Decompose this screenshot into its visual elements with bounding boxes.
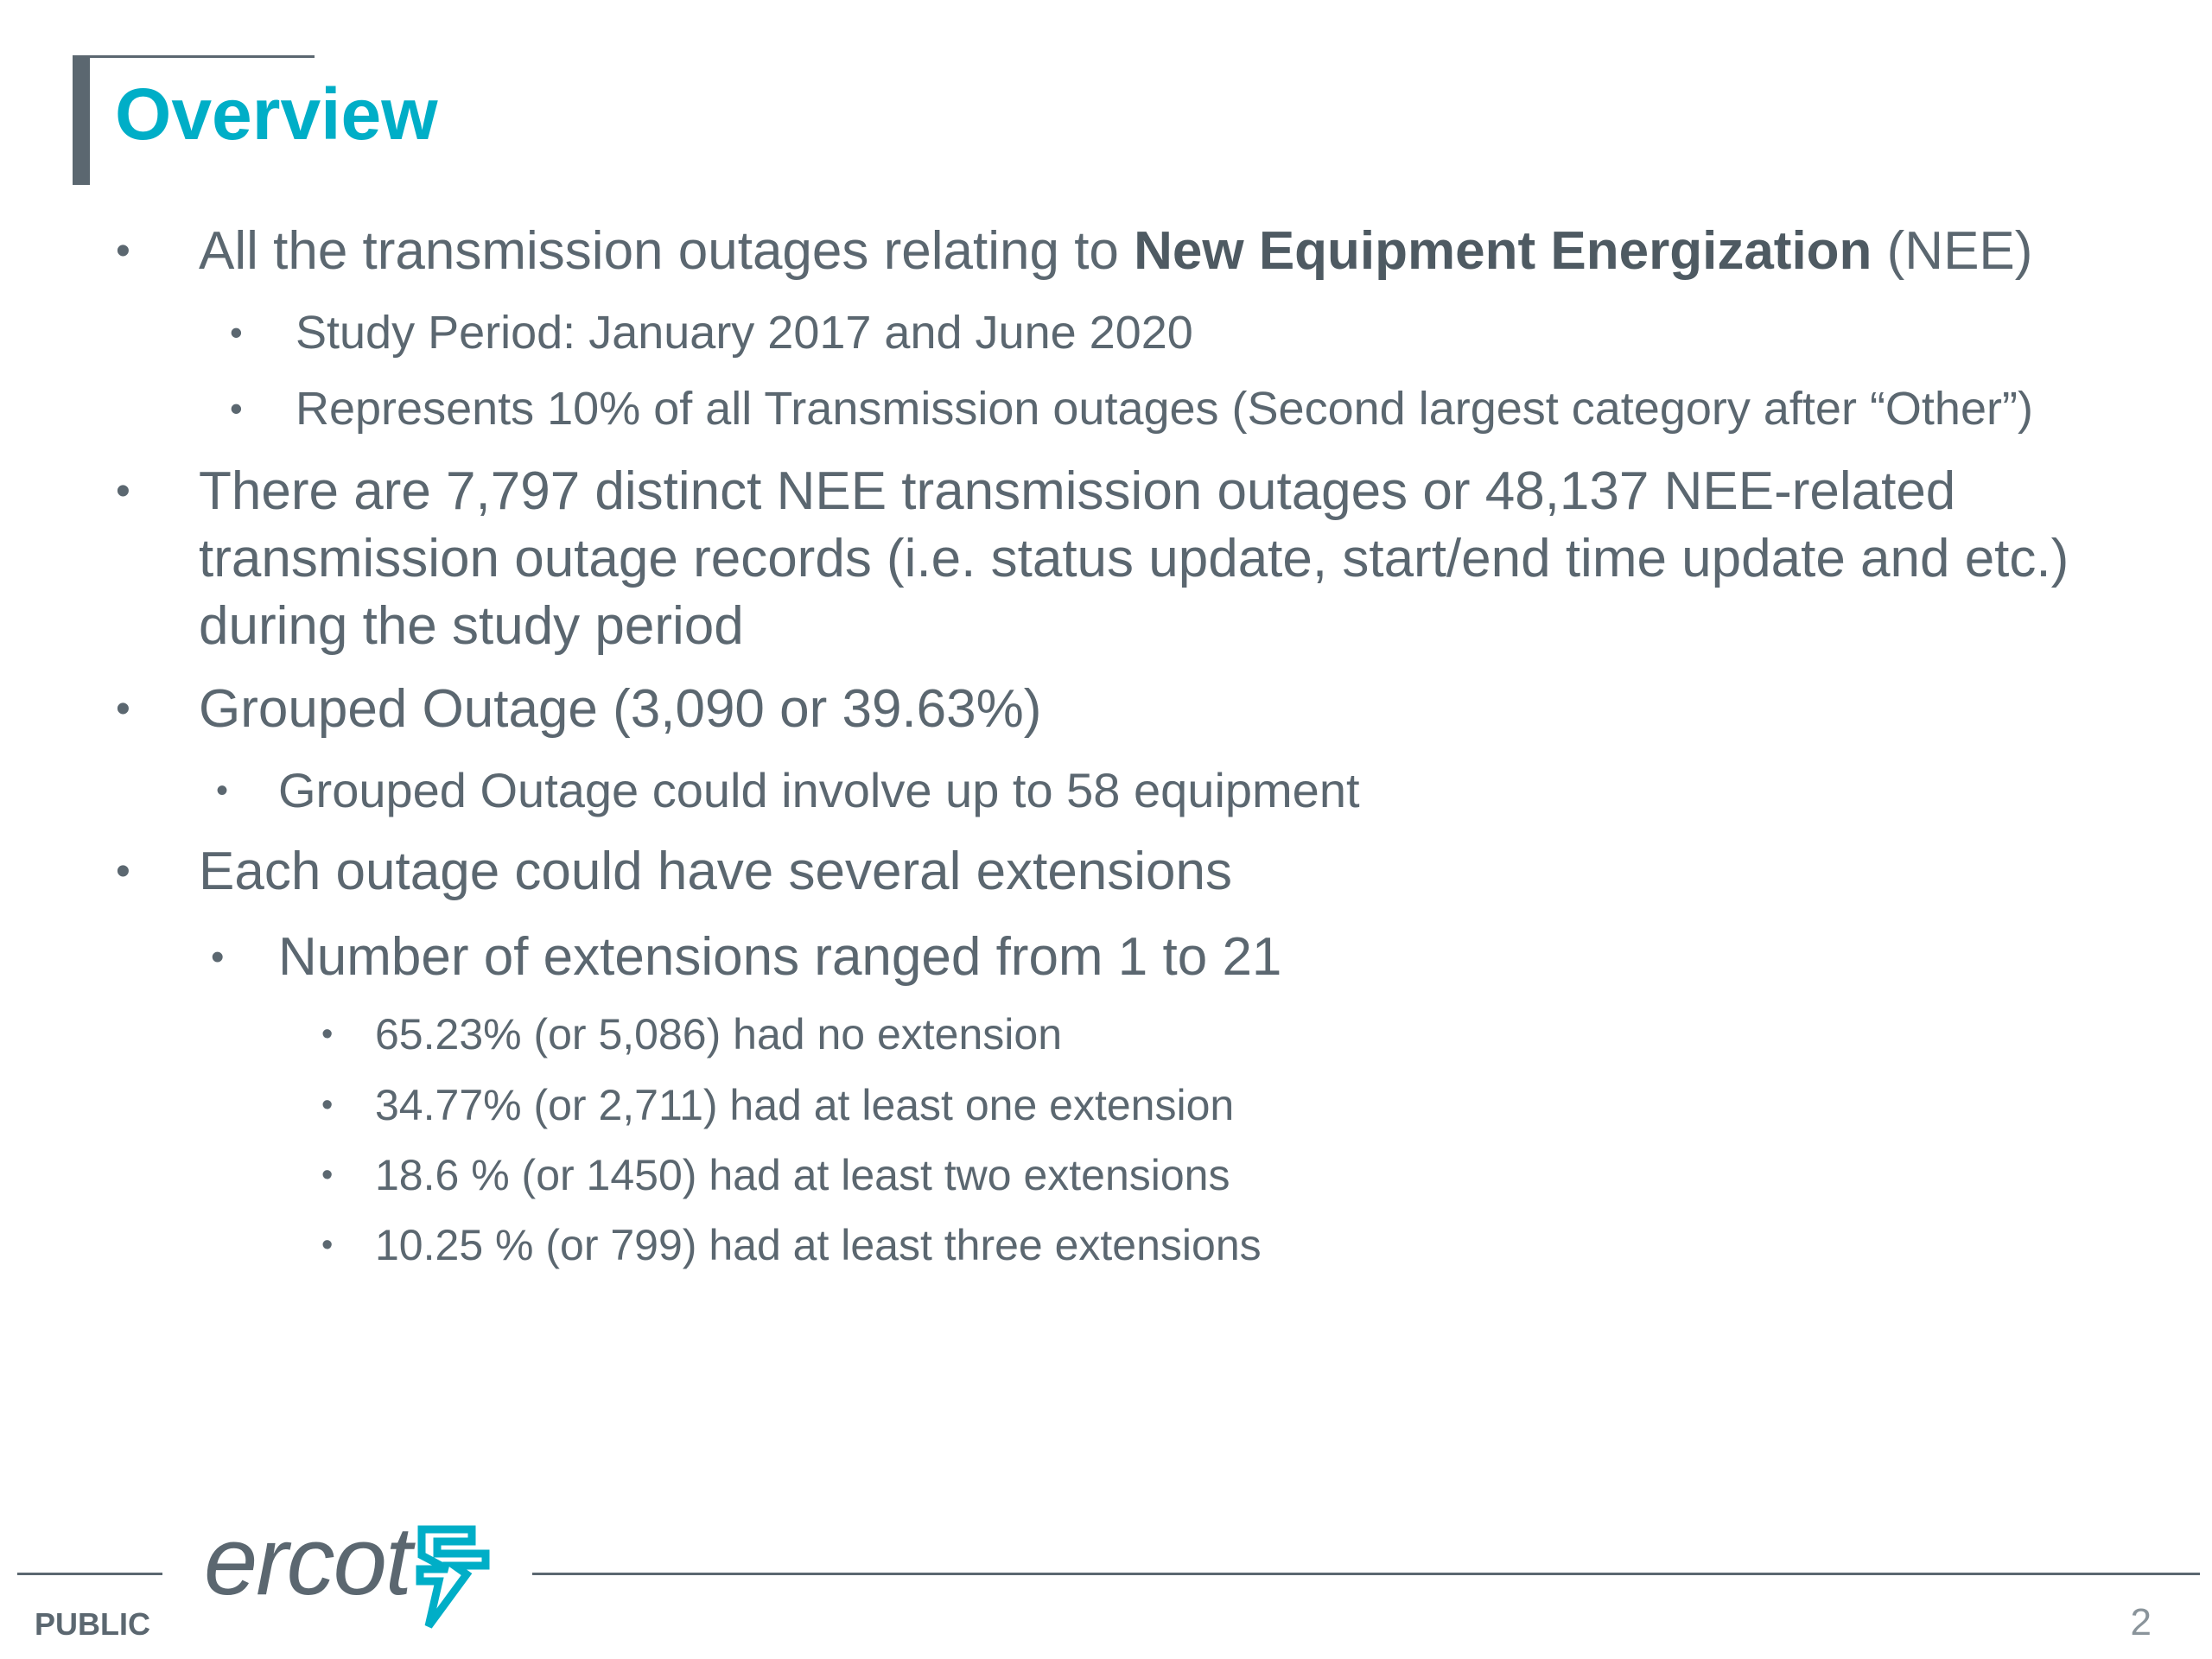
bullet-glyph: • bbox=[230, 312, 243, 353]
bullet-glyph: • bbox=[321, 1016, 334, 1052]
bullet-grouped-equipment bbox=[216, 760, 2127, 821]
bullet-text: 18.6 % (or 1450) had at least two extensions bbox=[375, 1151, 1230, 1199]
bullet-three-extensions bbox=[321, 1217, 2103, 1274]
bullet-bold-term: New Equipment Energization bbox=[1134, 221, 1872, 281]
footer-rule-right bbox=[532, 1573, 2200, 1575]
bullet-glyph: • bbox=[321, 1087, 334, 1123]
bullet-text: 34.77% (or 2,711) had at least one extension bbox=[375, 1081, 1235, 1129]
bullet-text: There are 7,797 distinct NEE transmission outages or 48,137 NEE-related transmission outage records (i.e. status update, start/end time update and etc.) during the study period bbox=[199, 461, 2069, 656]
bullet-text-suffix: (NEE) bbox=[1872, 221, 2033, 281]
bullet-one-extension bbox=[321, 1077, 2103, 1134]
bullet-text: Each outage could have several extensions bbox=[199, 842, 1233, 901]
bullet-text: Study Period: January 2017 and June 2020 bbox=[296, 307, 1193, 359]
bullet-text: Number of extensions ranged from 1 to 21 bbox=[278, 927, 1282, 987]
classification-label: PUBLIC bbox=[35, 1606, 150, 1642]
bullet-text: Grouped Outage could involve up to 58 equipment bbox=[278, 763, 1360, 817]
bullet-glyph: • bbox=[216, 772, 229, 810]
page-number: 2 bbox=[2130, 1601, 2152, 1643]
bullet-share-of-outages bbox=[230, 378, 2179, 439]
bullet-extensions bbox=[116, 838, 2134, 906]
bullet-glyph: • bbox=[116, 849, 130, 894]
bullet-glyph: • bbox=[116, 686, 130, 732]
footer-rule-left bbox=[17, 1573, 162, 1575]
bullet-text: All the transmission outages relating to bbox=[199, 221, 1135, 281]
bullet-text: 10.25 % (or 799) had at least three extensions bbox=[375, 1221, 1262, 1269]
bullet-two-extensions bbox=[321, 1147, 2103, 1204]
bullet-glyph: • bbox=[321, 1157, 334, 1193]
bullet-grouped-outage bbox=[116, 676, 2134, 743]
bullet-text: 65.23% (or 5,086) had no extension bbox=[375, 1010, 1062, 1058]
bullet-glyph: • bbox=[116, 228, 130, 274]
bullet-glyph: • bbox=[116, 468, 130, 514]
slide-title: Overview bbox=[115, 73, 438, 155]
bullet-distinct-outages bbox=[116, 458, 2160, 660]
bullet-nee-scope bbox=[116, 218, 2134, 285]
ercot-logo-wordmark: ercot bbox=[204, 1507, 410, 1615]
bullet-text: Grouped Outage (3,090 or 39.63%) bbox=[199, 679, 1042, 739]
bullet-study-period bbox=[230, 302, 2110, 363]
ercot-lightning-mark-icon bbox=[403, 1521, 499, 1633]
bullet-glyph: • bbox=[321, 1227, 334, 1263]
bullet-glyph: • bbox=[230, 388, 243, 429]
bullet-glyph: • bbox=[211, 936, 225, 978]
bullet-no-extension bbox=[321, 1006, 2103, 1063]
bullet-extension-range bbox=[211, 925, 2127, 990]
bullet-text: Represents 10% of all Transmission outages (Second largest category after “Other”) bbox=[296, 383, 2033, 435]
